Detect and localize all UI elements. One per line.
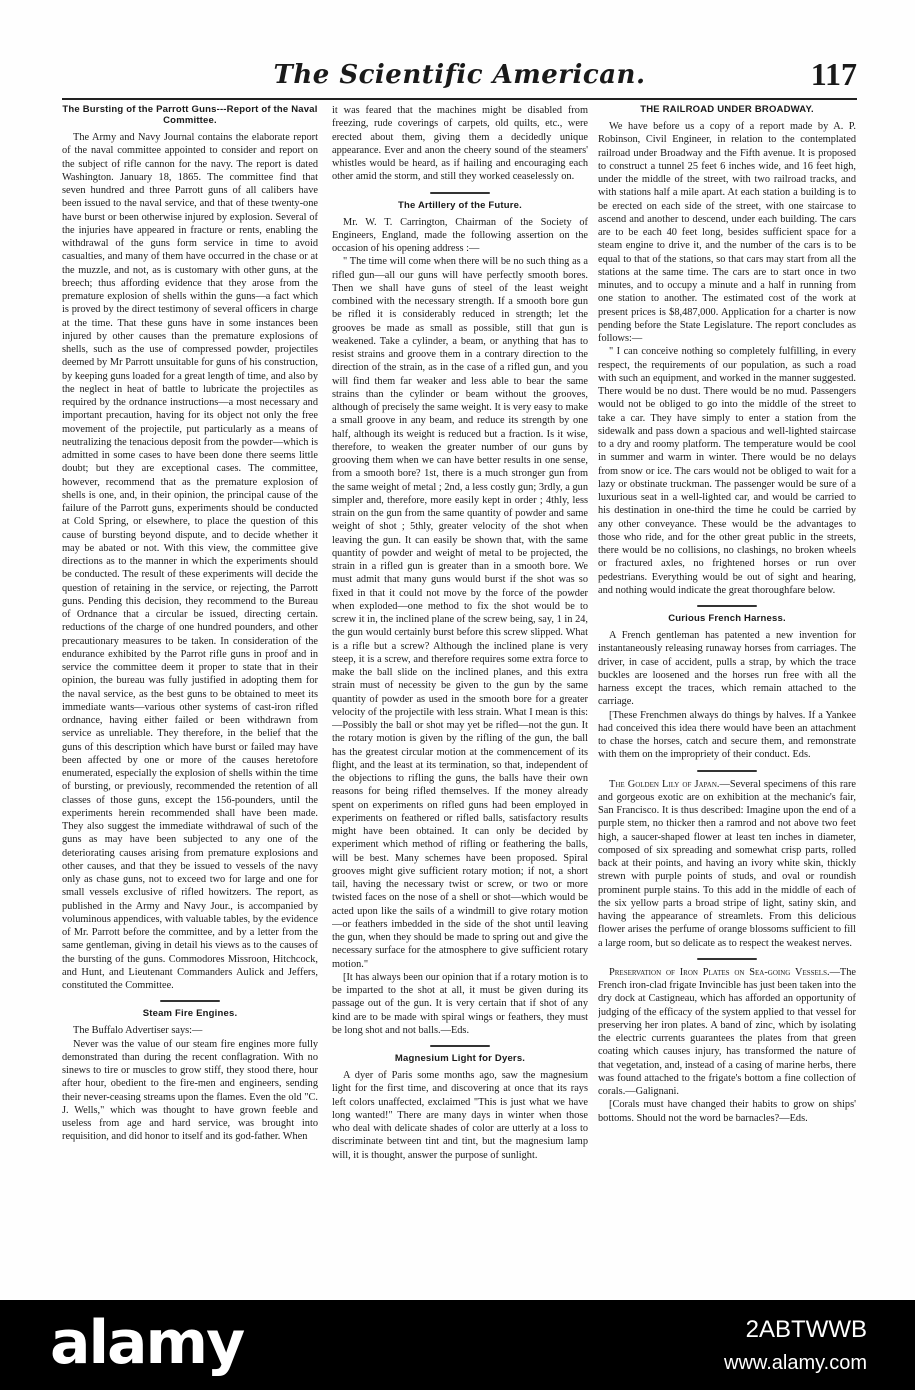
article-paragraph: [Corals must have changed their habits to grow on ships' bottoms. Should not the word be barnacles?—Eds. [598, 1099, 856, 1124]
article-title: The Artillery of the Future. [397, 199, 522, 211]
column-1 [62, 104, 318, 1254]
article-title: THE RAILROAD UNDER BROADWAY. [640, 104, 814, 115]
article-paragraph: Mr. W. T. Carrington, Chairman of the Society of Engineers, England, made the following assertion on the occasion of his opening address :— [332, 216, 588, 254]
article-paragraph: " I can conceive nothing so completely fulfilling, in every respect, the requirements of our population, as such a road with such an equipment, and worked in the manner suggested. There would be no dust. There would be no mud. Passengers would not be obliged to go into the middle of the street to take a car. They have simply to enter a station from the sidewalk and pass down a spacious and well-lighted staircase to a dry and roomy platform. The temperature would be cool in summer and warm in winter. There would be no delays from snow or ice. The cars would not be obliged to wait for a lazy or obstinate truckman. The passenger would be sure of a luxurious seat in a well-lighted car, and would be carried to his destination in one-third the time he could be carried by any other conveyance. These would be the advantages to those who ride, and for the other great public in the streets, there would be no collisions, no clashings, no broken wheels or fractured axles, no frightened horses or run over pedestrians. Everything would be out of sight and hearing, and nothing would indicate the great thoroughfare below. [598, 346, 856, 596]
column-2 [332, 104, 588, 1254]
article-paragraph: A dyer of Paris some months ago, saw the magnesium light for the first time, and discovering at once that its rays left colors unaffected, exclaimed "This is just what we have long wanted!" There are many days in winter when those who deal with delicate shades of color are utterly at a loss to discriminate between tint and tint, but the magnesium lamp will, it is thought, answer the purpose of sunlight. [332, 1070, 588, 1161]
header-rule [62, 98, 857, 100]
footer-url: www.alamy.com [724, 1352, 867, 1374]
watermark-banner [0, 1300, 915, 1390]
article-separator [430, 1045, 490, 1047]
article-title: Magnesium Light for Dyers. [394, 1053, 526, 1064]
article-paragraph: We have before us a copy of a report made by A. P. Robinson, Civil Engineer, in relation to the contemplated railroad under Broadway and the Fifth avenue. It is proposed to construct a tunnel 25 feet 6 inches wide, and 16 feet high, under the middle of the street, with two railroad tracks, and with stations half a mile apart. At each station a building is to be erected on each side of the street, with one staircase to ascend and another to descend, under each building. The cars are to be each 40 feet long, besides sufficient space for a steam engine to drive it, and the number of the cars is to be equal to that of the stations, so that cars may start from all the stations at the same time. The cars are to start once in two minutes, and to occupy a minute and a half in running from one station to another. The estimated cost of the work at present prices is $8,487,000. Application for a charter is now pending before the State Legislature. The report concludes as follows:— [598, 121, 856, 344]
article-paragraph: [It has always been our opinion that if a rotary motion is to be imparted to the shot at all, it must be given during its passage out of the gun. It is very certain that if shot of any kind are to be made with spiral wings or feathers, they must be long shot and not balls.—Eds. [332, 971, 588, 1036]
column-3 [598, 104, 856, 1254]
article-paragraph: The Buffalo Advertiser says:— [73, 1025, 203, 1037]
article-separator [697, 605, 757, 607]
article-title: The Bursting of the Parrott Guns---Report of the Naval Committee. [62, 104, 318, 126]
article-paragraph [598, 966, 856, 1099]
article-paragraph: [These Frenchmen always do things by halves. If a Yankee had conceived this idea there would have been an attachment to chase the horses, catch and secure them, and remonstrate with them on the impropriety of their conduct. Eds. [598, 709, 856, 761]
article-paragraph [598, 778, 856, 950]
article-paragraph: A French gentleman has patented a new invention for instantaneously releasing runaway horses from carriages. The driver, in case of accident, pulls a strap, by which the trace buckles are loosened and the horses run free with all the harness except the traces, which remain attached to the carriage. [598, 630, 856, 708]
article-separator [160, 1000, 220, 1002]
masthead: The Scientific American. [273, 60, 646, 90]
paragraph-lead: Preservation of Iron Plates on Sea-going Vessels. [609, 966, 830, 978]
article-separator [697, 770, 757, 772]
article-paragraph: Never was the value of our steam fire engines more fully demonstrated than during the recent conflagration. With no sinews to tire or muscles to grow stiff, they stood there, hour after hour, obedient to the fire-men and engineers, sending their never-ceasing streams upon the flames. Even the old "C. J. Wells," which was thought to have grown feeble and useless from age and hard service, was brought into requisition, and did honor to itself and its god-father. When [62, 1038, 318, 1143]
article-title: Curious French Harness. [668, 613, 786, 624]
article-paragraph: " The time will come when there will be no such thing as a rifled gun—all our guns will have perfectly smooth bores. Then we shall have guns of steel of the least weight combined with the necessary strength. If a smooth bore gun be rifled it is considerably reduced in strength; let the grooves be made as small as possible, still that gun is weakened. Take a cylinder, a beam, or anything that has to resist strains and groove them in a contrary direction to the direction of the strain, as in the case of a rifled gun, and you will find them far weaker and less able to bear the same strains than the cylinder or beam without the grooves, although of precisely the same weight. It is very easy to make a small groove in any beam, and reduce its strength by one half, although its weight is reduced but a fraction. Is it wise, therefore, to weaken the greater number of our guns by grooving them when we can have better results in one sense, from a smooth bore? 1st, there is a much stronger gun from the same weight of metal ; 2nd, a less costly gun; 3rdly, a gun simpler and, therefore, more easily kept in order ; 4thly, less strain on the gun from the same quantity of powder and same weight of shot ; 5thly, greater velocity of the shot when leaving the gun. It can easily be shown that, with the same quantity of powder and weight of metal to be projected, the strain in a rifled gun is greater than in a smooth bore. We must admit that many guns would burst if the shot was so fixed in that it could not move by the force of the powder when exploded—one method to fix the shot would be to screw it in, the inclined plane of the screw being, say, 1 in 24, the gun would certainly burst before this screw slipped. What is a rifle but a screw? Although the inclined plane is very steep, it is a screw, and therefore requires some extra force to make the ball slide on the inclined planes, and this extra strain must of necessity be given to the gun by the same quantity of powder as used in the smooth bore for a greater velocity of the projectile with less strain. What I mean is this:—Possibly the ball or shot may yet be rifled—not the gun. It the rotary motion is given by the rifling of the gun, the ball has the greatest circular motion at the commencement of its flight, and the least at its termination, so that, independent of the objections to rifling the guns, the balls have their own reasons for being rifled themselves. If the money already spent on experiments on rifled guns had been employed in experiments on feathered or rifled balls, satisfactory results might have been obtained. It can only be decided by experiment which method of rifling or feathering the balls, will be best. Many schemes have been proposed. Spiral grooves might give sufficient rotary motion; if not, a short tail, having the necessary twist or screw, or two or more twisted faces on the nose of a shell or shot—which would be acted upon like the sails of a windmill to give rotary motion—or feathers imbedded in the side of the shot until leaving the gun, when they should be made to spring out and give the necessary surface for the atmosphere to give sufficient rotary motion." [332, 256, 588, 970]
page-header [62, 56, 857, 100]
article-paragraph: it was feared that the machines might be disabled from freezing, rude coverings of carpets, old quilts, etc., were erected about them, giving them a decidedly unique appearance. Ever and anon the cheery sound of the steamers' whistles would be heard, as if hailing and encouraging each other amid the storm, and still they worked ceaselessly on. [332, 105, 588, 183]
article-paragraph: The Army and Navy Journal contains the elaborate report of the naval committee appointed to consider and report on the subject of rifle cannon for the navy. The report is dated Washington. January 18, 1865. The committee find that seven hundred and three Parrott guns of all calibers have been issued to the naval service, and that of these twenty-one have burst or been otherwise injured by explosion. Several of the injuries have appeared in fracture or rents, enabling the withdrawal of the guns form service in time to avoid casualties, and many of them have occurred in the chase or at the muzzle, and not, as is customary with other guns, at the breech; thus affording evidence that they arose from the premature explosion of shells within the guns—a fact which is proved by the direct testimony of several officers in charge at the time. That these guns have in some instances been injured by other causes than the premature explosions of shells, such as the use of compressed powder, projectiles deemed by Mr Parrott unsuitable for guns of his construction, by keeping guns loaded for a great length of time, and also by the neglect in heat of battle to lubricate the projectiles as required by the ordnance instructions—a most necessary and important precaution, having for its object not only the free movement of the projectile, put particularly as a means of neutralizing the tenacious deposit from the powder—which is admitted in some cases to have been done there seems little doubt; but they are exceptional cases. The committee, however, recommend that as the premature explosion of shells is one, and, in their opinion, the principal cause of the failure of the Parrott guns, experiments should be conducted at Cold Spring, or elsewhere, to place the question of this cause of bursting beyond dispute, and to decide whether it may be abated or not. With this view, the committee give directions as to the manner in which the experiments should be conducted. The result of these experiments will decide the question of retaining in the service, or rejecting, the Parrott guns. Pending this decision, they recommend to the Bureau of Ordnance that a circular be issued, directing certain. reductions of the charge of one hundred pounders, and other precautionary measures to be taken. In consideration of the endurance exhibited by the Parrot rifle guns in proof and in service the committee deem it proper to state that in their opinion, the bureau was fully justified in adopting them for the naval service, as the best guns to be obtained to meet its immediate wants—various other systems of cast-iron rifled ordnance, having either failed or been withdrawn from service as unreliable. They therefore, in the belief that the guns of this description which have burst or failed may have been affected by one or more of the causes heretofore enumerated, especially the explosion of shells within the time of bursting, or previously, recommended the retention of all classes of those guns, except the 156-pounders, until the experiments herein recommended shall have been made. They also suggest the immediate withdrawal of such of the guns as may have been subjected to any one of the deteriorating causes arising from premature explosions and other causes, and that they be issued to vessels of the navy only as chase guns, not to exceed two for large and one for small vessels exclusive of rifled howitzers. The report, as published in the Army and Navy Jour., is accompanied by voluminous appendices, with valuable tables, by the evidence of Mr. Parrott before the committee, and by a letter from the same gentleman, giving in detail his views as to the causes of the bursting of the guns. Commodores Missroon, Hitchcock, and Hunt, and Lieutenant Commanders Aulick and Jeffers, constituted the Committee. [62, 132, 318, 991]
page-number: 117 [810, 56, 857, 92]
image-code: 2ABTWWB [745, 1316, 867, 1343]
article-separator [430, 192, 490, 194]
alamy-logo: alamy [50, 1308, 244, 1378]
article-title: Steam Fire Engines. [142, 1008, 238, 1020]
paragraph-lead: The Golden Lily of Japan. [609, 778, 720, 790]
paragraph-text: —Several specimens of this rare and gorgeous exotic are on exhibition at the mechanic's fair, San Francisco. It is thus described: Imagine upon the end of a purple stem, no thicker then a ramrod and not above two feet high, a saucer-shaped flower at least ten inches in diameter, composed of six spreading and somewhat crisp parts, rolled back at their points, and having an ivory white skin, thickly strewn with purple points of studs, and oval or roundish prominent purple stains. To this add in the middle of each of the six yellow parts a broad stripe of light, satiny skin, and having the appearance of streamlets. From this delicious flower arises the perfume of orange blossoms sufficient to fill a large room, but so delicate as to respect the weakest nerves. [598, 778, 856, 949]
article-separator [697, 958, 757, 960]
paragraph-text: —The French iron-clad frigate Invincible has just been taken into the dry dock at Castigneau, which has afforded an opportunity of judging of the efficacy of the system applied to that vessel for preserving her iron plates. A band of zinc, which by isolating the electric currents guarantees the plates from that green coating which causes injury, has transformed the nature of that vegetation, and, instead of a casing of marine herbs, there was found attached to the frigate's bottom a fine collection of corals.—Galignani. [598, 966, 856, 1097]
